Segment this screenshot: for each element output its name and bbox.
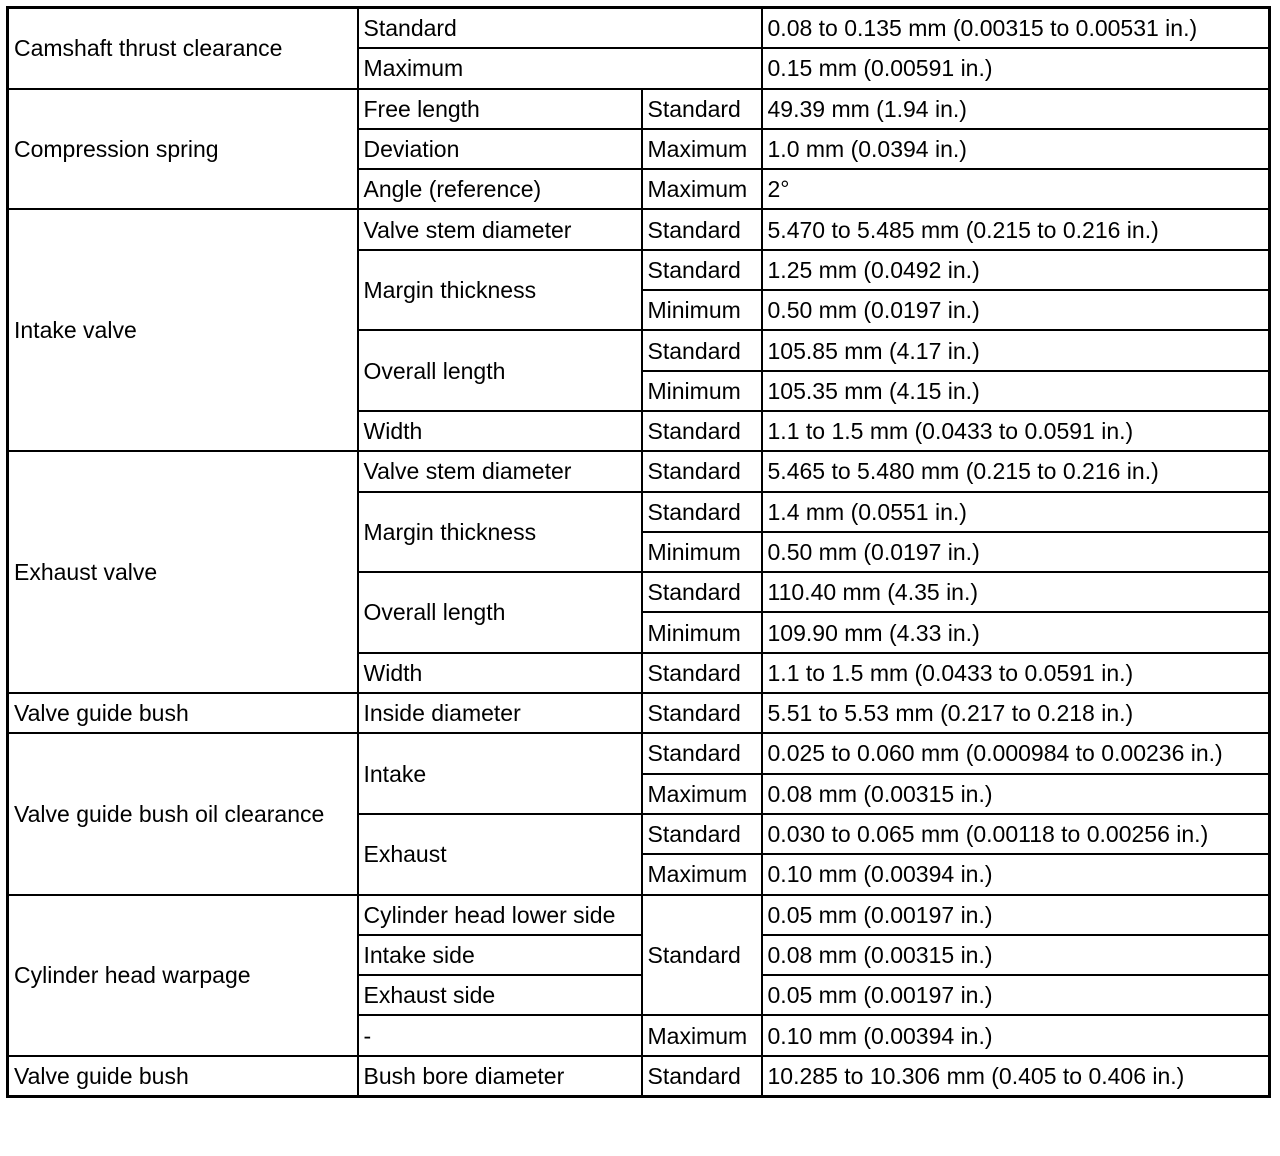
type-cell: Minimum: [642, 532, 762, 572]
table-row: [8, 895, 1270, 935]
type-cell: Maximum: [642, 854, 762, 894]
sub-item-cell: Exhaust side: [358, 975, 642, 1015]
type-cell: Standard: [642, 209, 762, 249]
type-cell: Standard: [642, 895, 762, 1016]
type-cell: Standard: [642, 653, 762, 693]
value-cell: 0.05 mm (0.00197 in.): [762, 975, 1270, 1015]
type-cell: Standard: [642, 250, 762, 290]
sub-item-cell: Overall length: [358, 572, 642, 653]
table-row: [8, 8, 1270, 49]
value-cell: 2°: [762, 169, 1270, 209]
value-cell: 1.25 mm (0.0492 in.): [762, 250, 1270, 290]
sub-item-cell: Angle (reference): [358, 169, 642, 209]
type-cell: Standard: [642, 492, 762, 532]
type-cell: Minimum: [642, 612, 762, 652]
value-cell: 110.40 mm (4.35 in.): [762, 572, 1270, 612]
value-cell: 1.1 to 1.5 mm (0.0433 to 0.0591 in.): [762, 411, 1270, 451]
item-cell: Exhaust valve: [8, 451, 358, 693]
type-cell: Standard: [642, 411, 762, 451]
sub-item-cell: Exhaust: [358, 814, 642, 895]
sub-item-cell: Width: [358, 411, 642, 451]
sub-item-cell: Bush bore diameter: [358, 1056, 642, 1097]
sub-item-cell: Margin thickness: [358, 492, 642, 573]
sub-item-cell: Overall length: [358, 330, 642, 411]
type-cell: Minimum: [642, 290, 762, 330]
table-row: [8, 733, 1270, 773]
type-cell: Standard: [642, 733, 762, 773]
type-cell: Standard: [642, 572, 762, 612]
value-cell: 0.50 mm (0.0197 in.): [762, 532, 1270, 572]
type-cell: Maximum: [642, 1015, 762, 1055]
spec-table: [6, 6, 1271, 1098]
sub-item-cell: Maximum: [358, 48, 762, 88]
value-cell: 105.85 mm (4.17 in.): [762, 330, 1270, 370]
type-cell: Standard: [642, 693, 762, 733]
table-row: [8, 693, 1270, 733]
sub-item-cell: Margin thickness: [358, 250, 642, 331]
type-cell: Standard: [642, 814, 762, 854]
value-cell: 0.10 mm (0.00394 in.): [762, 854, 1270, 894]
table-row: [8, 209, 1270, 249]
type-cell: Minimum: [642, 371, 762, 411]
value-cell: 0.08 mm (0.00315 in.): [762, 774, 1270, 814]
item-cell: Valve guide bush: [8, 693, 358, 733]
table-row: [8, 1056, 1270, 1097]
value-cell: 0.10 mm (0.00394 in.): [762, 1015, 1270, 1055]
type-cell: Standard: [642, 89, 762, 129]
type-cell: Maximum: [642, 774, 762, 814]
type-cell: Standard: [642, 330, 762, 370]
table-row: [8, 451, 1270, 491]
sub-item-cell: Valve stem diameter: [358, 451, 642, 491]
type-cell: Maximum: [642, 169, 762, 209]
type-cell: Standard: [642, 1056, 762, 1097]
item-cell: Camshaft thrust clearance: [8, 8, 358, 89]
sub-item-cell: Intake side: [358, 935, 642, 975]
value-cell: 1.4 mm (0.0551 in.): [762, 492, 1270, 532]
sub-item-cell: Free length: [358, 89, 642, 129]
value-cell: 5.470 to 5.485 mm (0.215 to 0.216 in.): [762, 209, 1270, 249]
item-cell: Valve guide bush oil clearance: [8, 733, 358, 894]
value-cell: 0.030 to 0.065 mm (0.00118 to 0.00256 in.): [762, 814, 1270, 854]
sub-item-cell: Width: [358, 653, 642, 693]
value-cell: 0.05 mm (0.00197 in.): [762, 895, 1270, 935]
sub-item-cell: Valve stem diameter: [358, 209, 642, 249]
value-cell: 49.39 mm (1.94 in.): [762, 89, 1270, 129]
sub-item-cell: Cylinder head lower side: [358, 895, 642, 935]
value-cell: 0.50 mm (0.0197 in.): [762, 290, 1270, 330]
value-cell: 0.08 mm (0.00315 in.): [762, 935, 1270, 975]
type-cell: Standard: [642, 451, 762, 491]
value-cell: 1.0 mm (0.0394 in.): [762, 129, 1270, 169]
value-cell: 5.51 to 5.53 mm (0.217 to 0.218 in.): [762, 693, 1270, 733]
item-cell: Compression spring: [8, 89, 358, 210]
type-cell: Maximum: [642, 129, 762, 169]
value-cell: 109.90 mm (4.33 in.): [762, 612, 1270, 652]
value-cell: 1.1 to 1.5 mm (0.0433 to 0.0591 in.): [762, 653, 1270, 693]
table-row: [8, 89, 1270, 129]
sub-item-cell: Deviation: [358, 129, 642, 169]
sub-item-cell: Standard: [358, 8, 762, 49]
value-cell: 10.285 to 10.306 mm (0.405 to 0.406 in.): [762, 1056, 1270, 1097]
sub-item-cell: Inside diameter: [358, 693, 642, 733]
item-cell: Intake valve: [8, 209, 358, 451]
sub-item-cell: Intake: [358, 733, 642, 814]
value-cell: 5.465 to 5.480 mm (0.215 to 0.216 in.): [762, 451, 1270, 491]
value-cell: 0.025 to 0.060 mm (0.000984 to 0.00236 in.): [762, 733, 1270, 773]
value-cell: 0.15 mm (0.00591 in.): [762, 48, 1270, 88]
sub-item-cell: -: [358, 1015, 642, 1055]
value-cell: 0.08 to 0.135 mm (0.00315 to 0.00531 in.): [762, 8, 1270, 49]
value-cell: 105.35 mm (4.15 in.): [762, 371, 1270, 411]
item-cell: Cylinder head warpage: [8, 895, 358, 1056]
item-cell: Valve guide bush: [8, 1056, 358, 1097]
